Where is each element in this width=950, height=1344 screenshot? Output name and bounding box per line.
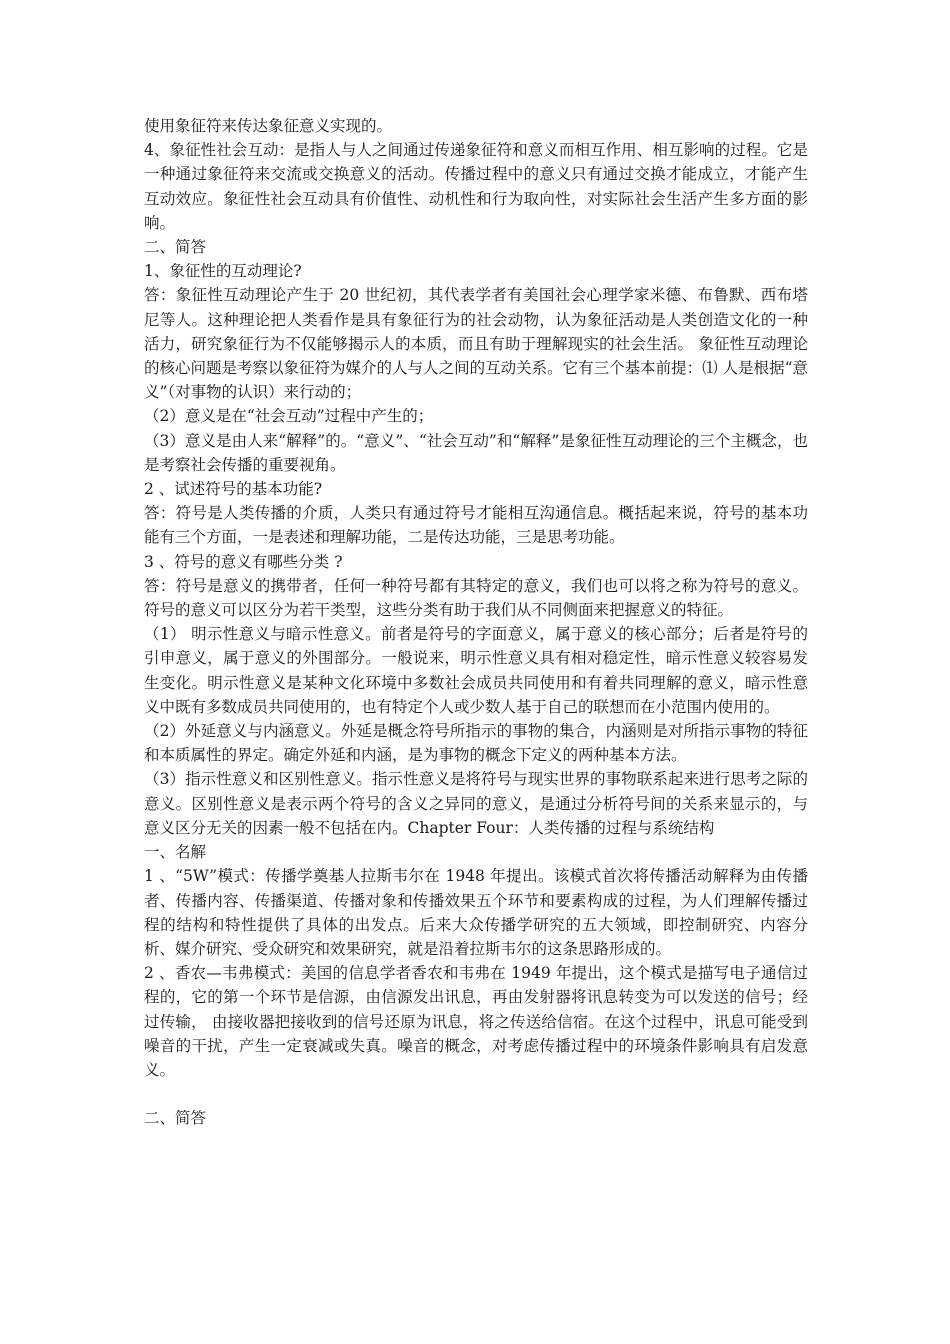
answer-3-point-2: （2）外延意义与内涵意义。外延是概念符号所指示的事物的集合，内涵则是对所指示事物的特征和本质属性的界定。确定外延和内涵，是为事物的概念下定义的两种基本方法。 bbox=[144, 722, 808, 765]
term-shannon-weaver-model: 2 、香农—韦弗模式：美国的信息学者香农和韦弗在 1949 年提出，这个模式是描写电子通信过程的，它的第一个环节是信源，由信源发出讯息，再由发射器将讯息转变为可以发送的信号；经过传输， 由接收器把接收到的信号还原为讯息，将之传送给信宿。在这个过程中，讯息可能受到噪音的干扰，产生一定衰减或失真。噪音的概念，对考虑传播过程中的环境条件影响具有启发意义。 bbox=[144, 964, 808, 1079]
paragraph-2: 4、象征性社会互动：是指人与人之间通过传递象征符和意义而相互作用、相互影响的过程。它是一种通过象征符来交流或交换意义的活动。传播过程中的意义只有通过交换才能成立，才能产生互动效应。象征性社会互动具有价值性、动机性和行为取向性，对实际社会生活产生多方面的影响。 bbox=[144, 141, 808, 232]
question-2: 2 、试述符号的基本功能? bbox=[144, 480, 323, 499]
document-page bbox=[144, 114, 808, 1130]
answer-1: 答：象征性互动理论产生于 20 世纪初，其代表学者有美国社会心理学家米德、布鲁默、西布塔尼等人。这种理论把人类看作是具有象征行为的社会动物，认为象征活动是人类创造文化的一种活力，研究象征行为不仅能够揭示人的本质，而且有助于理解现实的社会生活。 象征性互动理论的核心问题是考察以象征符为媒介的人与人之间的互动关系。它有三个基本前提：⑴ 人是根据“意义”（对事物的认识）来行动的； bbox=[144, 286, 808, 402]
section-heading-terms: 一、名解 bbox=[144, 843, 207, 862]
answer-2: 答：符号是人类传播的介质，人类只有通过符号才能相互沟通信息。概括起来说，符号的基本功能有三个方面，一是表述和理解功能，二是传达功能，三是思考功能。 bbox=[144, 504, 808, 547]
answer-1-point-2: （2）意义是在“社会互动”过程中产生的； bbox=[144, 407, 434, 426]
section-heading-short-answer: 二、简答 bbox=[144, 238, 207, 257]
question-3: 3 、符号的意义有哪些分类 ? bbox=[144, 552, 343, 571]
question-1: 1、象征性的互动理论? bbox=[144, 262, 302, 281]
answer-3: 答：符号是意义的携带者，任何一种符号都有其特定的意义，我们也可以将之称为符号的意义。符号的意义可以区分为若干类型，这些分类有助于我们从不同侧面来把握意义的特征。 bbox=[144, 576, 808, 620]
term-5w-model: 1 、“5W”模式：传播学奠基人拉斯韦尔在 1948 年提出。该模式首次将传播活动解释为由传播者、传播内容、传播渠道、传播对象和传播效果五个环节和要素构成的过程，为人们理解传播过程的结构和特性提供了具体的出发点。后来大众传播学研究的五大领域，即控制研究、内容分析、媒介研究、受众研究和效果研究，就是沿着拉斯韦尔的这条思路形成的。 bbox=[144, 867, 808, 958]
answer-1-point-3: （3）意义是由人来“解释”的。“意义”、“社会互动”和“解释”是象征性互动理论的三个主概念，也是考察社会传播的重要视角。 bbox=[144, 431, 808, 474]
spacer bbox=[144, 1082, 808, 1106]
paragraph-1: 使用象征符来传达象征意义实现的。 bbox=[144, 117, 393, 135]
section-heading-short-answer-2: 二、简答 bbox=[144, 1109, 207, 1128]
answer-3-point-3: （3）指示性意义和区别性意义。指示性意义是将符号与现实世界的事物联系起来进行思考之际的意义。区别性意义是表示两个符号的含义之异同的意义，是通过分析符号间的关系来显示的，与意义区分无关的因素一般不包括在内。Chapter Four：人类传播的过程与系统结构 bbox=[144, 770, 808, 837]
answer-3-point-1: （1） 明示性意义与暗示性意义。前者是符号的字面意义，属于意义的核心部分；后者是符号的引申意义，属于意义的外围部分。一般说来，明示性意义具有相对稳定性，暗示性意义较容易发生变化。明示性意义是某种文化环境中多数社会成员共同使用和有着共同理解的意义，暗示性意义中既有多数成员共同使用的，也有特定个人或少数人基于自己的联想而在小范围内使用的。 bbox=[144, 625, 808, 716]
